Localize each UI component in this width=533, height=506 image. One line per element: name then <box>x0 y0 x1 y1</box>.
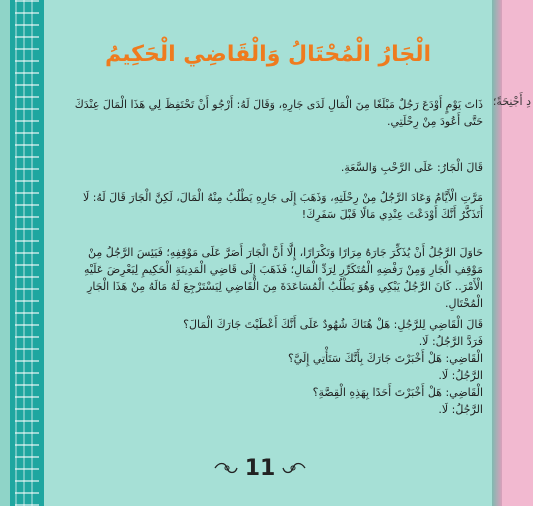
page-edge <box>0 0 10 506</box>
next-page-text: دِ أَجْنِحَةً؛ <box>492 95 531 108</box>
greek-key-pattern <box>15 0 39 506</box>
page-number: 11 <box>244 455 276 481</box>
paragraph-4: حَاوَلَ الرَّجُلُ أَنْ يُذَكِّرَ جَارَهُ مِرَارًا وَتَكْرَارًا، إِلَّا أَنَّ الْجَارَ أَصَرَّ عَلَى مَوْقِفِهِ؛ فَيَئِسَ الرَّجُلُ مِنْ مَوْقِفِ الْجَارِ وَمِنْ رَفْضِهِ الْمُتَكَرِّرِ لِرَدِّ الْمَالِ؛ فَذَهَبَ إِلَى قَاضِي الْمَدِينَةِ الْحَكِيمِ لِيَعْرِضَ عَلَيْهِ الْأَمْرَ.. كَانَ الرَّجُلُ يَبْكِي وَهُوَ يَطْلُبُ الْمُسَاعَدَةَ مِنَ الْقَاضِي لِيَسْتَرْجِعَ لَهُ مَالَهُ مِنْ هَذَا الْجَارِ الْمُحْتَالِ. <box>83 246 483 310</box>
ornament-right-icon <box>281 460 307 476</box>
book-fold <box>492 0 502 506</box>
decorative-border <box>10 0 44 506</box>
dialogue-line-5: الْقَاضِي: هَلْ أَخْبَرْتَ أَحَدًا بِهَذِهِ الْقِصَّةِ؟ <box>312 386 483 399</box>
dialogue-line-1: قَالَ الْقَاضِي لِلرَّجُلِ: هَلْ هُنَاكَ شُهُودٌ عَلَى أَنَّكَ أَعْطَيْتَ جَارَكَ الْمَالَ؟ <box>183 318 483 331</box>
paragraph-3: مَرَّتِ الْأَيَّامُ وَعَادَ الرَّجُلُ مِنْ رِحْلَتِهِ، وَذَهَبَ إِلَى جَارِهِ يَطْلُبُ مِنْهُ الْمَالَ، لَكِنَّ الْجَارَ قَالَ لَهُ: لَا أَتَذَكَّرُ أَنَّكَ أَوْدَعْتَ عِنْدِي مَالًا قَبْلَ سَفَرِكَ! <box>82 191 483 221</box>
paragraph-2: قَالَ الْجَارُ: عَلَى الرَّحْبِ وَالسَّعَةِ. <box>340 161 483 174</box>
dialogue-line-3: الْقَاضِي: هَلْ أَخْبَرْتَ جَارَكَ بِأَنَّكَ سَتَأْتِي إِلَيَّ؟ <box>287 352 483 365</box>
next-page-edge <box>492 0 533 506</box>
page-number-area <box>200 452 320 484</box>
dialogue-line-6: الرَّجُلُ: لَا. <box>438 403 483 416</box>
dialogue-block <box>58 316 483 418</box>
dialogue-line-4: الرَّجُلُ: لَا. <box>438 369 483 382</box>
ornament-left-icon <box>213 460 239 476</box>
story-title: الْجَارُ الْمُحْتَالُ وَالْقَاضِي الْحَكِيمُ <box>104 42 432 67</box>
paragraph-1: ذَاتَ يَوْمٍ أَوْدَعَ رَجُلٌ مَبْلَغًا مِنَ الْمَالِ لَدَى جَارِهِ، وَقَالَ لَهُ: أَرْجُو أَنْ تَحْتَفِظَ لِي هَذَا الْمَالَ عِنْدَكَ حَتَّى أَعُودَ مِنْ رِحْلَتِي. <box>74 98 483 128</box>
dialogue-line-2: فَرَدَّ الرَّجُلُ: لَا. <box>418 335 483 348</box>
